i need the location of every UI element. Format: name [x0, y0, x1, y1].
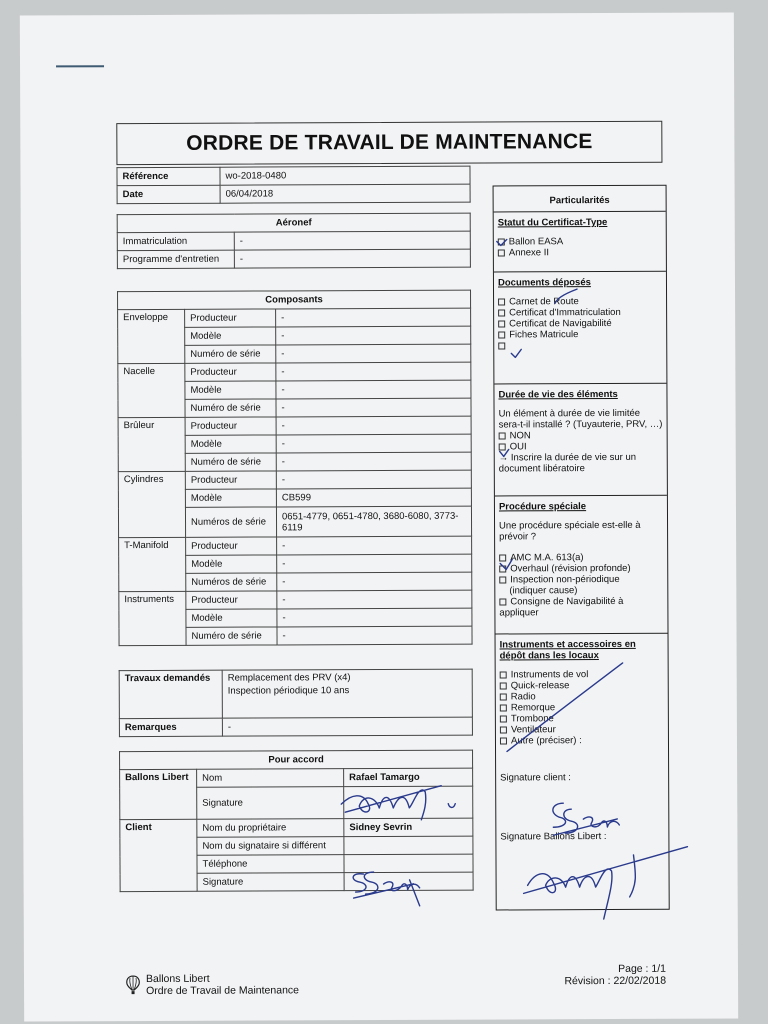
travaux-label: Travaux demandés	[119, 670, 222, 718]
footer-page: Page : 1/1	[618, 962, 667, 975]
instrument-item: Remorque	[510, 702, 556, 714]
component-value: -	[277, 590, 472, 609]
signature-ballons-label: Signature Ballons Libert :	[500, 831, 607, 843]
instrument-item: Radio	[510, 691, 536, 703]
footer-doc-title: Ordre de Travail de Maintenance	[146, 984, 300, 998]
checkbox-icon[interactable]	[499, 565, 506, 572]
reference-table	[116, 166, 470, 205]
component-label: Modèle	[185, 435, 276, 453]
instrument-item: Trombone	[510, 713, 554, 725]
duree-non: NON	[509, 430, 531, 442]
procedure-title: Procédure spéciale	[498, 501, 587, 513]
group-enveloppe: Enveloppe	[118, 309, 185, 363]
component-value: -	[277, 554, 472, 573]
duree-oui: OUI	[509, 441, 527, 453]
component-label: Numéros de série	[185, 507, 276, 537]
component-value: -	[277, 608, 472, 627]
remarques-label: Remarques	[119, 718, 222, 736]
composants-table	[117, 290, 473, 647]
component-value: -	[276, 362, 471, 381]
procedure-item: Consigne de Navigabilité à appliquer	[499, 595, 624, 619]
checkbox-icon[interactable]	[500, 671, 507, 678]
signature-client-label: Signature client :	[500, 772, 571, 784]
checkbox-icon[interactable]	[500, 693, 507, 700]
signataire-value	[344, 836, 473, 855]
component-label: Modèle	[186, 555, 277, 573]
document-item: Carnet de Route	[509, 296, 579, 308]
procedure-item: (indiquer cause)	[509, 585, 578, 597]
component-value: -	[276, 326, 471, 345]
client-signature-cell	[344, 872, 473, 891]
composants-header: Composants	[118, 290, 471, 310]
instrument-item: Ventilateur	[510, 724, 556, 736]
procedure-section	[495, 496, 668, 635]
instrument-item: Quick-release	[510, 680, 570, 692]
procedure-item: AMC M.A. 613(a)	[510, 552, 584, 564]
component-label: Numéros de série	[186, 573, 277, 591]
duree-question: Un élément à durée de vie limitée sera-t-il installé ? (Tuyauterie, PRV, …)	[498, 407, 663, 431]
document-sheet	[20, 12, 738, 1021]
component-value: -	[276, 308, 471, 327]
client-signature-label: Signature	[197, 873, 344, 892]
signataire-label: Nom du signataire si différent	[197, 837, 344, 856]
statut-item: Ballon EASA	[508, 236, 564, 248]
checkbox-icon[interactable]	[500, 715, 507, 722]
checkbox-icon[interactable]	[498, 320, 505, 327]
documents-title: Documents déposés	[497, 277, 591, 289]
component-label: Producteur	[185, 363, 276, 381]
component-value: -	[277, 536, 472, 555]
procedure-item: Inspection non-périodique	[510, 573, 620, 586]
group-t-manifold: T-Manifold	[119, 537, 186, 591]
checkbox-icon[interactable]	[498, 298, 505, 305]
document-item: Fiches Matricule	[509, 329, 579, 341]
immatriculation-label: Immatriculation	[117, 232, 234, 251]
checkbox-icon[interactable]	[498, 342, 505, 349]
instrument-item: Instruments de vol	[510, 669, 589, 681]
nom-value: Rafael Tamargo	[344, 768, 473, 787]
reference-value: wo-2018-0480	[220, 166, 470, 185]
signature-label: Signature	[197, 787, 344, 820]
nom-label: Nom	[197, 769, 344, 788]
component-label: Modèle	[185, 381, 276, 399]
component-label: Producteur	[185, 309, 276, 327]
aeronef-header: Aéronef	[117, 213, 470, 233]
checkbox-icon[interactable]	[498, 238, 505, 245]
particularites-header: Particularités	[494, 186, 666, 213]
component-label: Numéro de série	[185, 453, 276, 471]
travaux-table	[119, 669, 473, 738]
telephone-label: Téléphone	[197, 855, 344, 874]
staple-mark	[56, 65, 104, 67]
accord-table	[119, 750, 474, 893]
checkbox-icon[interactable]	[499, 443, 506, 450]
duree-arrow-note: → Inscrire la durée de vie sur un document libératoire	[498, 451, 637, 475]
telephone-value	[344, 854, 473, 873]
immatriculation-value: -	[234, 231, 470, 250]
balloon-logo-icon	[126, 975, 140, 995]
document-title: ORDRE DE TRAVAIL DE MAINTENANCE	[116, 121, 662, 165]
component-value: -	[276, 452, 471, 471]
component-value: CB599	[276, 488, 471, 507]
checkbox-icon[interactable]	[498, 331, 505, 338]
component-value: -	[277, 572, 472, 591]
checkbox-icon[interactable]	[498, 249, 505, 256]
component-label: Modèle	[186, 609, 277, 627]
component-label: Numéro de série	[186, 627, 277, 645]
footer-page-block	[554, 963, 666, 987]
checkbox-icon[interactable]	[499, 598, 506, 605]
programme-label: Programme d'entretien	[117, 250, 234, 269]
checkbox-icon[interactable]	[500, 704, 507, 711]
footer-revision: Révision : 22/02/2018	[564, 974, 667, 988]
footer-brand-block	[126, 972, 299, 997]
instruments-section	[496, 634, 669, 909]
checkbox-icon[interactable]	[499, 432, 506, 439]
footer-brand: Ballons Libert	[145, 972, 210, 986]
checkbox-icon[interactable]	[499, 576, 506, 583]
remarques-value: -	[222, 717, 472, 736]
component-label: Modèle	[185, 489, 276, 507]
component-label: Producteur	[186, 591, 277, 609]
date-value: 06/04/2018	[220, 184, 470, 203]
statut-item: Annexe II	[508, 247, 550, 259]
component-label: Producteur	[185, 417, 276, 435]
programme-value: -	[234, 249, 470, 268]
component-label: Producteur	[186, 537, 277, 555]
checkbox-icon[interactable]	[499, 554, 506, 561]
component-label: Modèle	[185, 327, 276, 345]
ballons-signature-cell	[344, 786, 473, 819]
component-label: Producteur	[185, 471, 276, 489]
proprietaire-value: Sidney Sevrin	[344, 818, 473, 837]
document-item: Certificat de Navigabilité	[509, 317, 612, 330]
travaux-line-1: Remplacement des PRV (x4)	[227, 672, 351, 684]
document-item: Certificat d'Immatriculation	[509, 306, 621, 319]
checkbox-icon[interactable]	[500, 726, 507, 733]
component-value: -	[276, 434, 471, 453]
component-value: -	[276, 470, 471, 489]
particularites-panel	[493, 185, 670, 911]
component-value: -	[277, 626, 472, 645]
component-value: -	[276, 398, 471, 417]
accord-client-label: Client	[120, 819, 197, 891]
duree-title: Durée de vie des éléments	[498, 388, 618, 401]
group-bruleur: Brûleur	[118, 417, 185, 471]
statut-section	[494, 212, 666, 273]
accord-header: Pour accord	[120, 750, 473, 770]
travaux-line-2: Inspection périodique 10 ans	[227, 685, 350, 697]
component-value: -	[276, 344, 471, 363]
date-label: Date	[117, 185, 220, 203]
reference-label: Référence	[117, 167, 220, 185]
group-nacelle: Nacelle	[118, 363, 185, 417]
procedure-question: Une procédure spéciale est-elle à prévoir ?	[499, 519, 641, 543]
aeronef-table	[117, 213, 471, 270]
instrument-item: Autre (préciser) :	[510, 735, 582, 747]
duree-section	[494, 384, 666, 497]
checkbox-icon[interactable]	[500, 682, 507, 689]
group-cylindres: Cylindres	[118, 471, 185, 537]
proprietaire-label: Nom du propriétaire	[197, 819, 344, 838]
component-value: -	[276, 380, 471, 399]
group-instruments: Instruments	[119, 591, 186, 645]
component-value: 0651-4779, 0651-4780, 3680-6080, 3773-6119	[276, 506, 471, 537]
procedure-item: Overhaul (révision profonde)	[510, 562, 631, 575]
component-label: Numéro de série	[185, 399, 276, 417]
checkbox-icon[interactable]	[498, 309, 505, 316]
instruments-title: Instruments et accessoires en dépôt dans les locaux	[499, 638, 636, 662]
documents-section	[494, 272, 666, 385]
accord-ballons-label: Ballons Libert	[120, 769, 197, 819]
component-label: Numéro de série	[185, 345, 276, 363]
component-value: -	[276, 416, 471, 435]
statut-title: Statut du Certificat-Type	[497, 217, 608, 229]
checkbox-icon[interactable]	[500, 737, 507, 744]
